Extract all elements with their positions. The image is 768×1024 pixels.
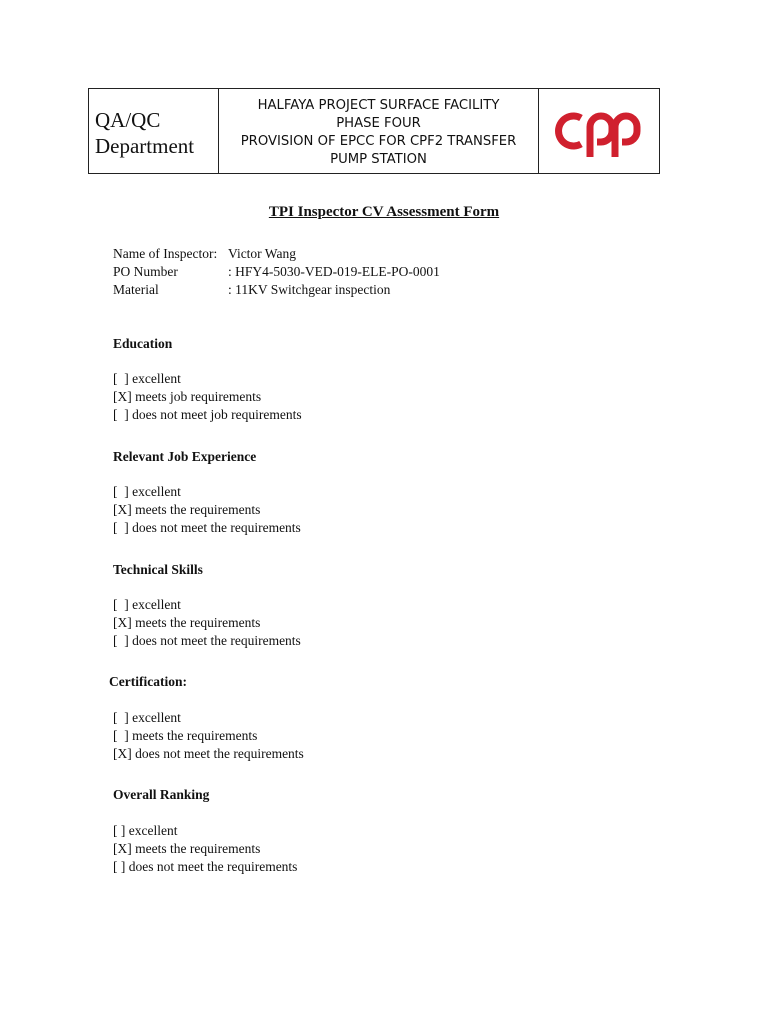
option-education-excellent[interactable]: [ ] excellent [113,371,181,386]
option-overall-excellent[interactable]: [ ] excellent [113,823,178,838]
department-line-2: Department [95,134,195,158]
project-line: PROVISION OF EPCC FOR CPF2 TRANSFER [240,134,517,149]
option-education-meets[interactable]: [X] meets job requirements [113,389,262,404]
option-overall-meets[interactable]: [X] meets the requirements [113,841,261,856]
inspector-name-label: Name of Inspector: [113,246,218,261]
option-technical-does-not-meet[interactable]: [ ] does not meet the requirements [113,633,301,648]
section-heading-education: Education [113,336,173,351]
material-value: : 11KV Switchgear inspection [228,282,391,297]
material-label: Material [113,282,159,297]
po-number-value: : HFY4-5030-VED-019-ELE-PO-0001 [228,264,440,279]
project-line: HALFAYA PROJECT SURFACE FACILITY [257,98,500,113]
project-cell [219,89,539,173]
option-technical-excellent[interactable]: [ ] excellent [113,597,181,612]
section-heading-technical-skills: Technical Skills [113,562,203,577]
option-experience-excellent[interactable]: [ ] excellent [113,484,181,499]
option-education-does-not-meet[interactable]: [ ] does not meet job requirements [113,407,302,422]
section-heading-overall-ranking: Overall Ranking [113,787,210,802]
header-table [88,88,660,174]
option-technical-meets[interactable]: [X] meets the requirements [113,615,261,630]
logo-cell [539,89,659,173]
inspector-name-row [113,245,296,263]
section-heading-certification: Certification: [109,674,187,689]
po-number-row [113,263,440,281]
option-certification-does-not-meet[interactable]: [X] does not meet the requirements [113,746,304,761]
inspector-name-value: Victor Wang [228,246,296,261]
section-heading-experience: Relevant Job Experience [113,449,257,464]
option-certification-meets[interactable]: [ ] meets the requirements [113,728,258,743]
project-line: PUMP STATION [330,152,427,167]
department-cell [89,89,219,173]
option-experience-does-not-meet[interactable]: [ ] does not meet the requirements [113,520,301,535]
option-certification-excellent[interactable]: [ ] excellent [113,710,181,725]
material-row [113,281,390,299]
form-title: TPI Inspector CV Assessment Form [268,204,500,220]
cpp-logo [549,105,649,157]
option-experience-meets[interactable]: [X] meets the requirements [113,502,261,517]
department-line-1: QA/QC [95,108,161,132]
option-overall-does-not-meet[interactable]: [ ] does not meet the requirements [113,859,298,874]
project-line: PHASE FOUR [336,116,421,131]
po-number-label: PO Number [113,264,178,279]
